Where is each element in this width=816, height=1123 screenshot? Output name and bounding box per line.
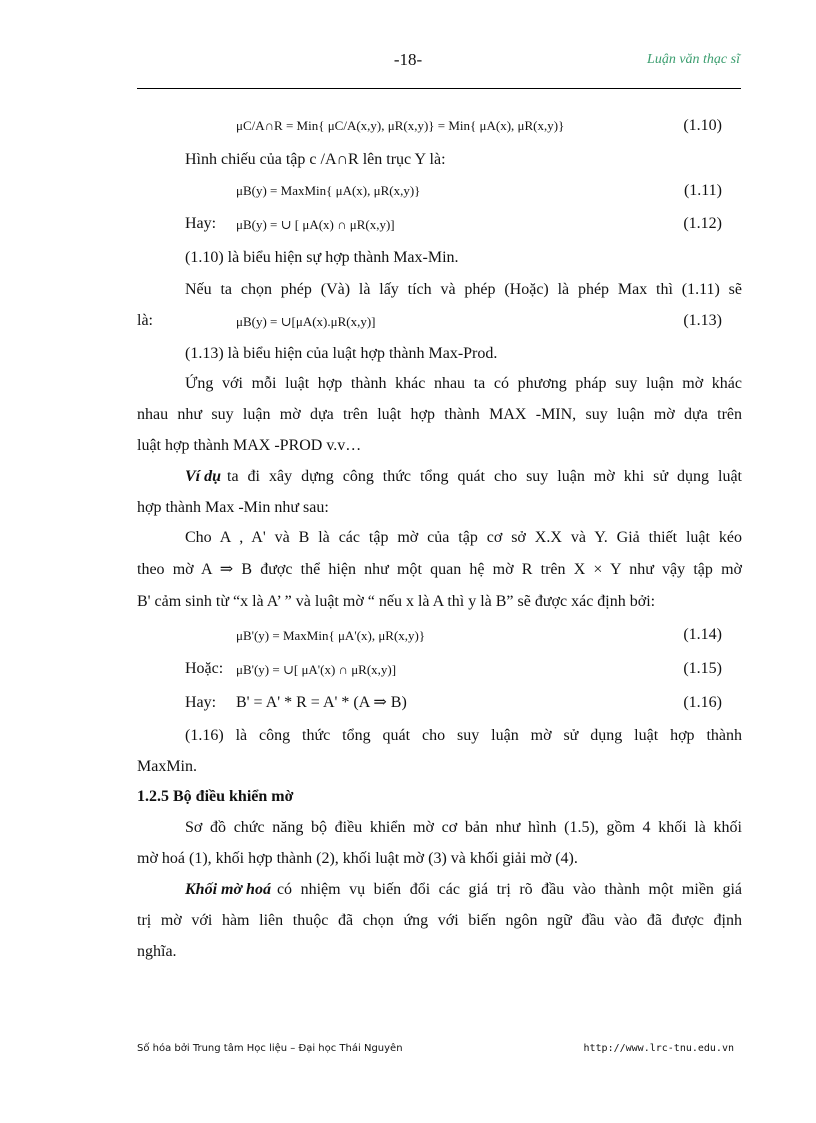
footer-source: Số hóa bởi Trung tâm Học liệu – Đại học Thái Nguyên [137, 1043, 403, 1054]
para3-line1: (1.16) là công thức tổng quát cho suy luận mờ sử dụng luật hợp thành [185, 727, 742, 744]
maxprod-note: (1.13) là biểu hiện của luật hợp thành Max-Prod. [185, 345, 498, 362]
para1-line1: Ứng với mỗi luật hợp thành khác nhau ta có phương pháp suy luận mờ khác [185, 375, 742, 392]
equation-1-12: μB(y) = ∪ [ μA(x) ∩ μR(x,y)] [236, 217, 395, 232]
para4-line2: mờ hoá (1), khối hợp thành (2), khối luật mờ (3) và khối giải mờ (4). [137, 850, 578, 867]
equation-1-16: B' = A' * R = A' * (A ⇒ B) [236, 694, 407, 711]
equation-number-1-14: (1.14) [683, 626, 722, 643]
para5-line3: nghĩa. [137, 943, 177, 960]
equation-number-1-15: (1.15) [683, 660, 722, 677]
example-text: ta đi xây dựng công thức tổng quát cho suy luận mờ khi sử dụng luật [227, 468, 742, 485]
para5-line1 [185, 880, 742, 900]
section-heading: 1.2.5 Bộ điều khiển mờ [137, 788, 294, 805]
equation-number-1-11: (1.11) [683, 182, 722, 199]
equation-1-13: μB(y) = ∪[μA(x).μR(x,y)] [236, 314, 376, 329]
example-line2: hợp thành Max -Min như sau: [137, 499, 329, 516]
example-label: Ví dụ [185, 468, 222, 485]
choose-line: Nếu ta chọn phép (Và) là lấy tích và phép (Hoặc) là phép Max thì (1.11) sẽ [185, 281, 742, 298]
footer-url[interactable]: http://www.lrc-tnu.edu.vn [583, 1043, 734, 1054]
equation-prefix-1-15: Hoặc: [185, 660, 224, 677]
header-rule [137, 88, 741, 89]
para2-line1: Cho A , A' và B là các tập mờ của tập cơ sở X.X và Y. Giả thiết luật kéo [185, 529, 742, 546]
para3-line2: MaxMin. [137, 758, 197, 775]
equation-1-10: μC/A∩R = Min{ μC/A(x,y), μR(x,y)} = Min{ μA(x), μR(x,y)} [236, 118, 565, 133]
para2-line3: B' cảm sinh từ “x là A’ ” và luật mờ “ nếu x là A thì y là B” sẽ được xác định bởi: [137, 593, 656, 610]
para5-text: có nhiệm vụ biến đổi các giá trị rõ đầu vào thành một miền giá [276, 881, 742, 898]
equation-1-15: μB'(y) = ∪[ μA'(x) ∩ μR(x,y)] [236, 662, 397, 677]
equation-number-1-10: (1.10) [683, 117, 722, 134]
equation-1-14: μB'(y) = MaxMin{ μA'(x), μR(x,y)} [236, 628, 426, 643]
equation-1-11: μB(y) = MaxMin{ μA(x), μR(x,y)} [236, 183, 421, 198]
example-line1 [185, 467, 742, 487]
para1-line2: nhau như suy luận mờ dựa trên luật hợp thành MAX -MIN, suy luận mờ dựa trên [137, 406, 742, 423]
para2-line2: theo mờ A ⇒ B được thể hiện như một quan hệ mờ R trên X × Y như vậy tập mờ [137, 561, 742, 578]
equation-number-1-16: (1.16) [683, 694, 722, 711]
equation-prefix-1-12: Hay: [185, 215, 217, 232]
para4-line1: Sơ đồ chức năng bộ điều khiển mờ cơ bản như hình (1.5), gồm 4 khối là khối [185, 819, 742, 836]
para1-line3: luật hợp thành MAX -PROD v.v… [137, 437, 362, 454]
page-number: -18- [393, 50, 423, 69]
running-title: Luận văn thạc sĩ [647, 52, 740, 67]
equation-prefix-1-16: Hay: [185, 694, 217, 711]
equation-number-1-12: (1.12) [683, 215, 722, 232]
maxmin-note: (1.10) là biểu hiện sự hợp thành Max-Min. [185, 249, 459, 266]
fuzzification-label: Khối mờ hoá [185, 881, 271, 898]
equation-prefix-1-13: là: [137, 312, 153, 329]
projection-text: Hình chiếu của tập c /A∩R lên trục Y là: [185, 151, 446, 168]
equation-number-1-13: (1.13) [683, 312, 722, 329]
para5-line2: trị mờ với hàm liên thuộc đã chọn ứng với biến ngôn ngữ đầu vào đã được định [137, 912, 742, 929]
